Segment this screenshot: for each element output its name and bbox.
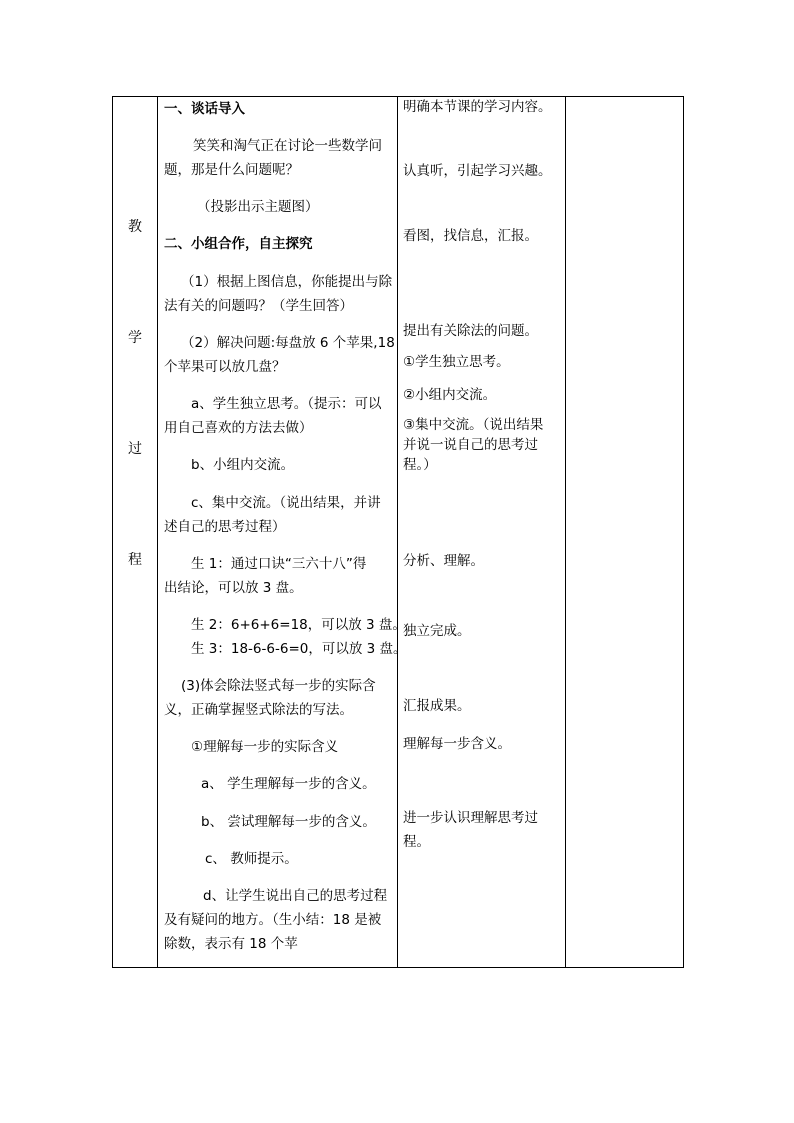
teacher-text: 义，正确掌握竖式除法的写法。 [164, 702, 353, 718]
lesson-table [112, 96, 684, 968]
student-text: 进一步认识理解思考过 [403, 810, 538, 826]
stage-label-char: 程 [128, 552, 142, 568]
student-text: ①学生独立思考。 [403, 354, 510, 370]
student-text: 程。 [403, 834, 430, 850]
student-text: ③集中交流。（说出结果 [403, 417, 544, 433]
teacher-text: 个苹果可以放几盘？ [164, 359, 286, 375]
student-text: 独立完成。 [403, 623, 471, 639]
teacher-text: 除数，表示有 18 个苹 [164, 936, 298, 952]
student-text: 分析、理解。 [403, 553, 484, 569]
teacher-text: d、让学生说出自己的思考过程 [203, 888, 388, 904]
teacher-text: 生 1：通过口诀“三六十八”得 [191, 556, 367, 572]
teacher-text: 用自己喜欢的方法去做） [164, 420, 313, 436]
teacher-text: （2）解决问题:每盘放 6 个苹果,18 [181, 335, 395, 351]
teacher-text: c、集中交流。（说出结果，并讲 [191, 495, 381, 511]
teacher-text: （投影出示主题图） [197, 199, 319, 215]
stage-label-char: 过 [128, 441, 142, 457]
stage-label-char: 学 [128, 330, 142, 346]
student-text: 认真听，引起学习兴趣。 [403, 163, 552, 179]
column-divider [157, 97, 158, 967]
student-text: 提出有关除法的问题。 [403, 323, 538, 339]
teacher-text: 法有关的问题吗？（学生回答） [164, 298, 353, 314]
student-text: 明确本节课的学习内容。 [403, 99, 552, 115]
teacher-text: a、 学生理解每一步的含义。 [201, 776, 376, 792]
stage-label-char: 教 [128, 219, 142, 235]
section-heading: 一、谈话导入 [164, 101, 245, 117]
teacher-text: a、学生独立思考。（提示：可以 [191, 396, 382, 412]
student-text: 程。） [403, 457, 437, 473]
teacher-text: b、小组内交流。 [191, 457, 295, 473]
teacher-text: c、 教师提示。 [205, 851, 298, 867]
teacher-text: 出结论，可以放 3 盘。 [164, 580, 303, 596]
student-text: 并说一说自己的思考过 [403, 437, 538, 453]
section-heading: 二、小组合作，自主探究 [164, 236, 313, 252]
teacher-text: 题，那是什么问题呢？ [164, 162, 299, 178]
teacher-text: b、 尝试理解每一步的含义。 [201, 814, 376, 830]
student-text: ②小组内交流。 [403, 387, 497, 403]
teacher-text: ①理解每一步的实际含义 [191, 739, 339, 755]
teacher-text: 生 2：6+6+6=18，可以放 3 盘。 [191, 617, 406, 633]
teacher-text: 生 3：18-6-6-6=0，可以放 3 盘。 [191, 641, 407, 657]
teacher-text: 述自己的思考过程） [164, 519, 286, 535]
teacher-text: 及有疑问的地方。（生小结：18 是被 [164, 912, 382, 928]
student-text: 看图，找信息，汇报。 [403, 228, 538, 244]
teacher-text: (3)体会除法竖式每一步的实际含 [181, 678, 376, 694]
column-divider [397, 97, 398, 967]
student-text: 汇报成果。 [403, 698, 471, 714]
teacher-text: 笑笑和淘气正在讨论一些数学问 [193, 138, 382, 154]
column-divider [565, 97, 566, 967]
teacher-text: （1）根据上图信息，你能提出与除 [181, 274, 393, 290]
student-text: 理解每一步含义。 [403, 736, 511, 752]
